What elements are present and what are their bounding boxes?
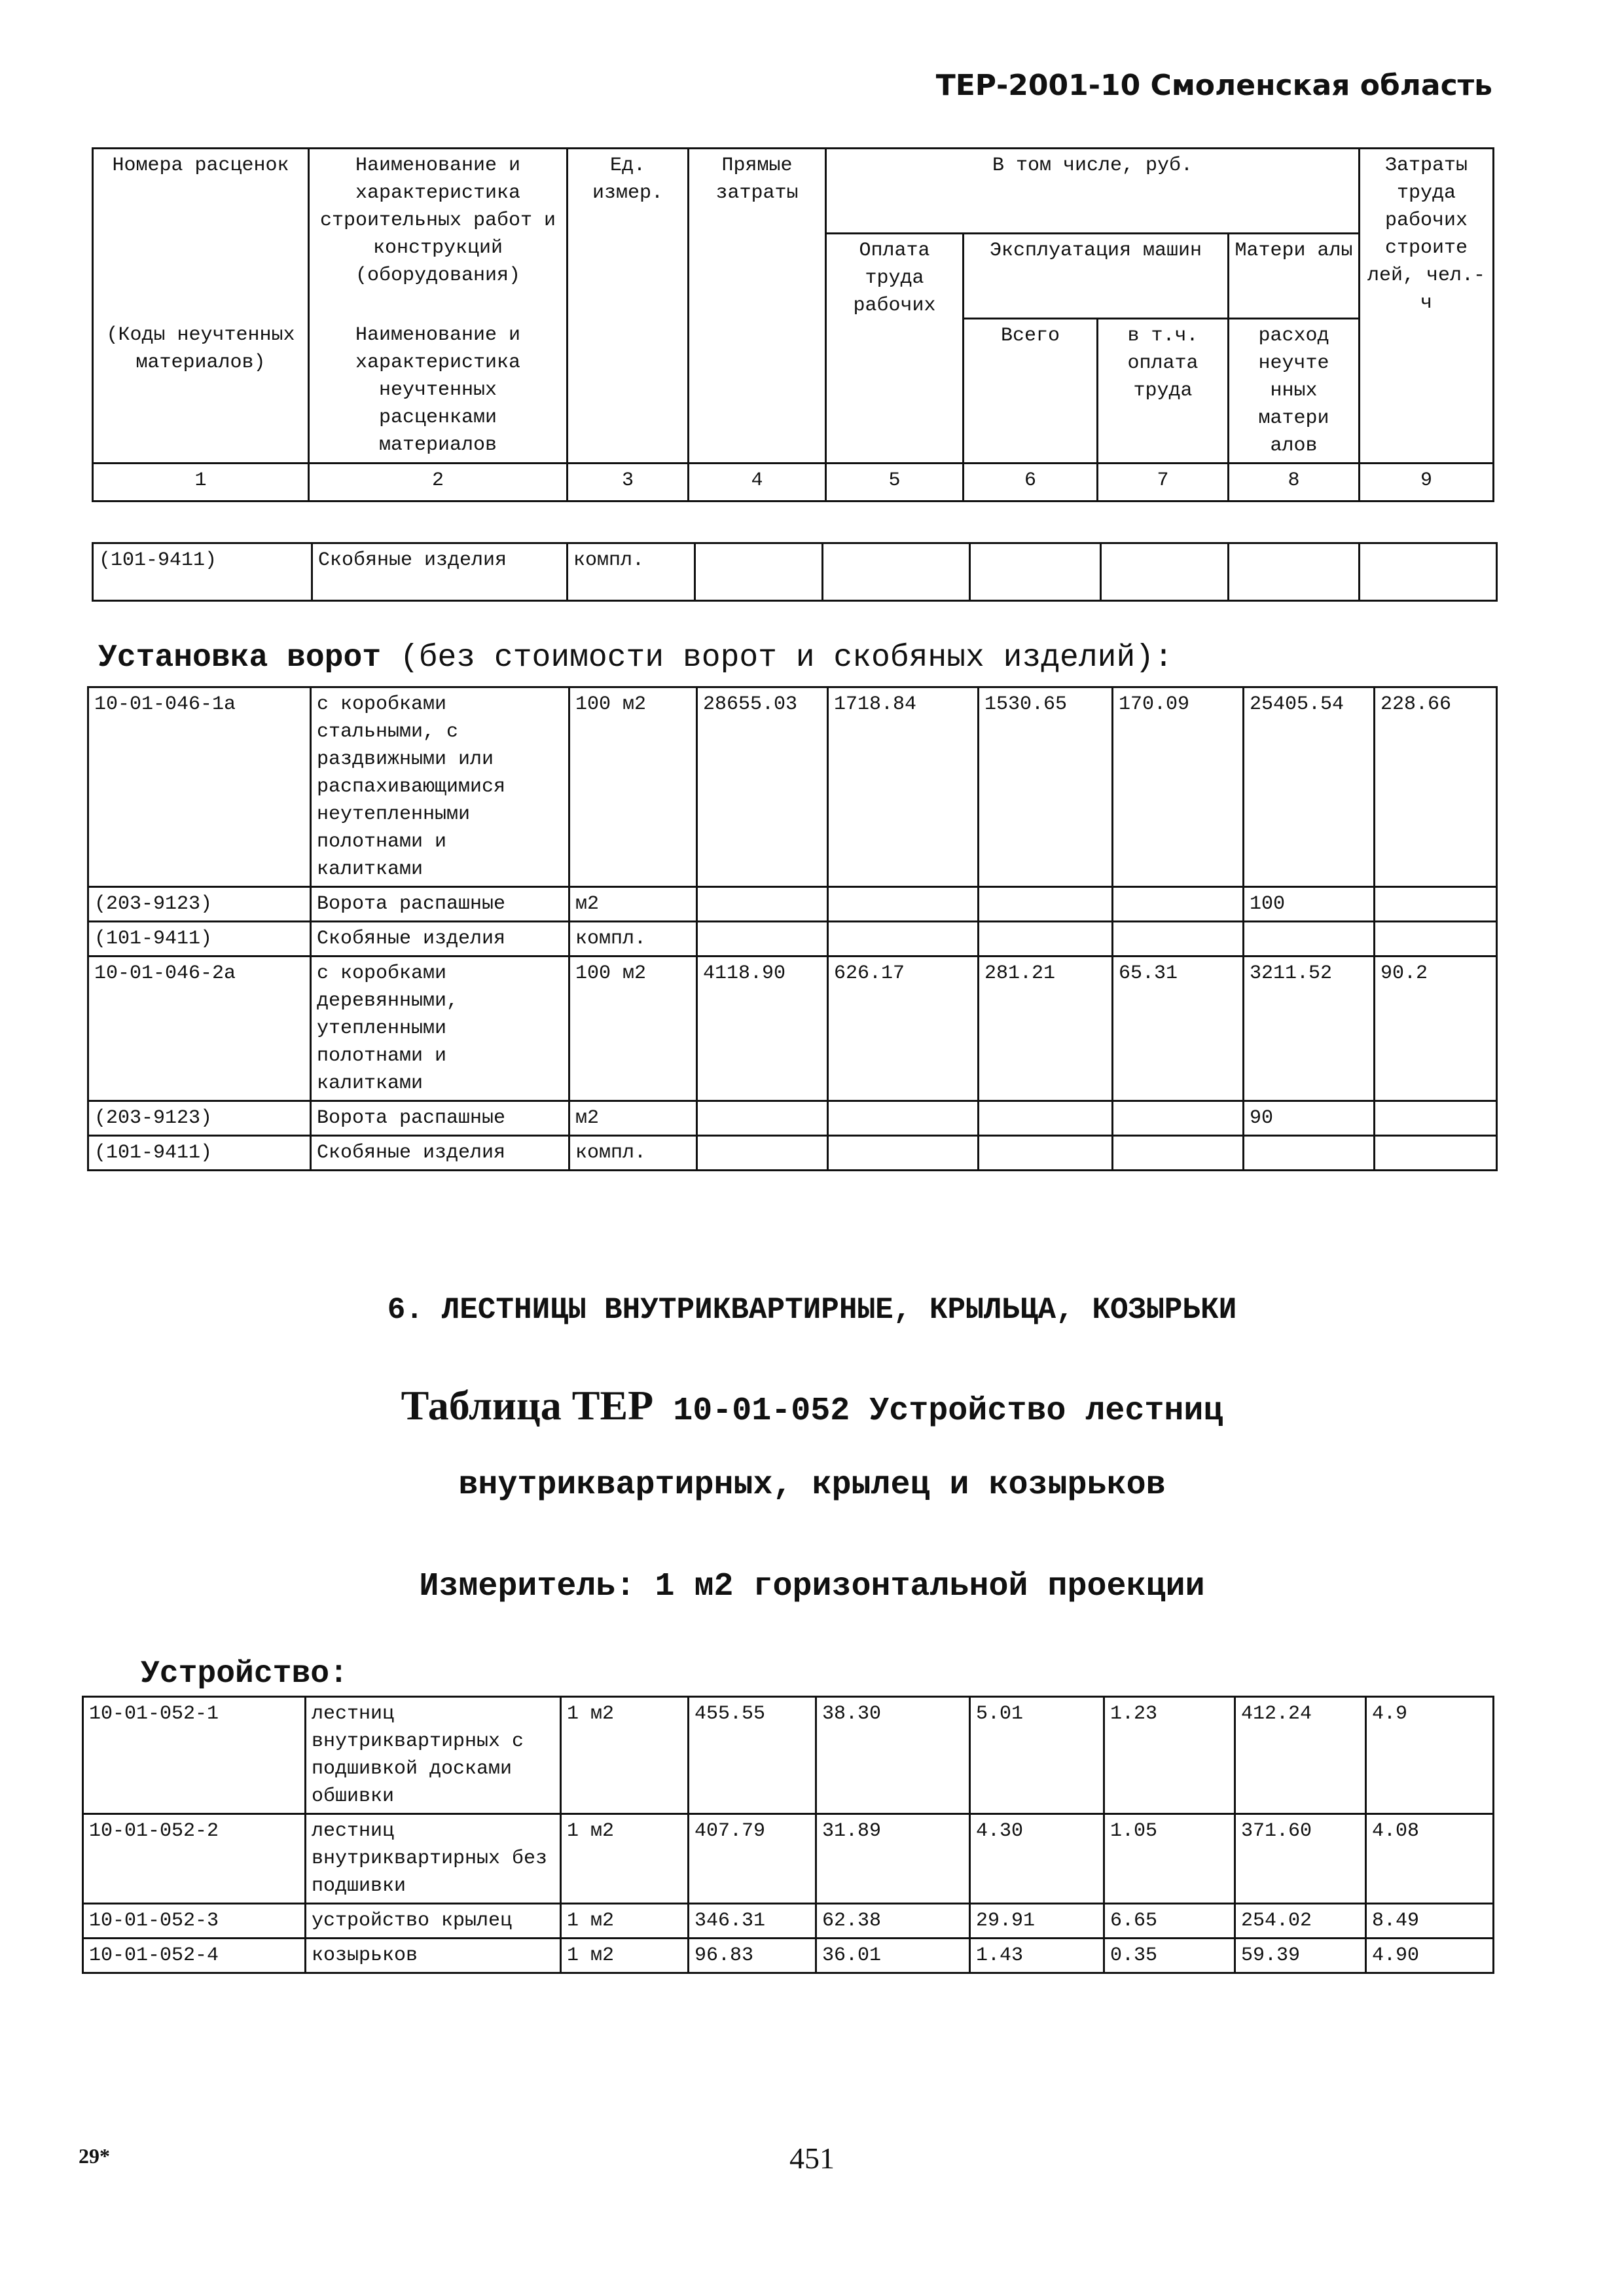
cell-mach: 281.21: [979, 957, 1113, 1101]
col-number: 5: [826, 464, 964, 501]
table-row: [83, 1697, 1494, 1814]
cell-direct: 407.79: [689, 1814, 816, 1904]
cell-code: (203-9123): [88, 1101, 311, 1136]
header-machines-total: Всего: [964, 319, 1098, 464]
cell-direct: 96.83: [689, 1939, 816, 1973]
table-row: [88, 1101, 1497, 1136]
cell-direct: 28655.03: [697, 687, 828, 887]
cell-name: лестниц внутриквартирных без подшивки: [306, 1814, 561, 1904]
cell-unit: 1 м2: [561, 1697, 689, 1814]
cell-code: (101-9411): [88, 922, 311, 957]
page-number: 451: [789, 2141, 835, 2175]
cell-mach-labor: 65.31: [1113, 957, 1244, 1101]
cell-mach-labor: 6.65: [1104, 1904, 1235, 1939]
col-number: 3: [568, 464, 689, 501]
cell-mach: 4.30: [970, 1814, 1104, 1904]
cell-name: с коробками деревянными, утепленными полотнами и калитками: [311, 957, 569, 1101]
cell-mach-labor: [1113, 887, 1244, 922]
sheet-mark: 29*: [79, 2144, 110, 2168]
cell-labor: [828, 922, 979, 957]
cell-code: 10-01-052-4: [83, 1939, 306, 1973]
table-title-line2: внутриквартирных, крылец и козырьков: [458, 1467, 1166, 1504]
cell-mat: 371.60: [1235, 1814, 1366, 1904]
cell-unit: 1 м2: [561, 1814, 689, 1904]
table-title-prefix: Таблица ТЕР: [401, 1382, 654, 1429]
col-number: 2: [309, 464, 568, 501]
cell-unit: 1 м2: [561, 1939, 689, 1973]
cell-labor: 1718.84: [828, 687, 979, 887]
cell-mat: 90: [1244, 1101, 1375, 1136]
table-title-line1: 10-01-052 Устройство лестниц: [653, 1393, 1223, 1430]
subheading: Устройство:: [141, 1656, 348, 1692]
table-title: [0, 1381, 1624, 1430]
row-name: Скобяные изделия: [312, 543, 568, 601]
cell-mach: 1.43: [970, 1939, 1104, 1973]
header-labor-pay: Оплата труда рабочих: [826, 234, 964, 464]
cell-hours: [1375, 1136, 1497, 1171]
cell-mach: [979, 1101, 1113, 1136]
section-title-rest: (без стоимости ворот и скобяных изделий):: [381, 640, 1173, 676]
table-row: [83, 1904, 1494, 1939]
cell-name: козырьков: [306, 1939, 561, 1973]
cell-labor: 62.38: [816, 1904, 970, 1939]
cell-mach: [979, 922, 1113, 957]
cell-code: 10-01-052-3: [83, 1904, 306, 1939]
cell-unit: м2: [569, 887, 697, 922]
cell-mach-labor: [1113, 922, 1244, 957]
col-number: 6: [964, 464, 1098, 501]
cell-name: устройство крылец: [306, 1904, 561, 1939]
cell-code: (101-9411): [88, 1136, 311, 1171]
cell-hours: 8.49: [1366, 1904, 1494, 1939]
cell-labor: [828, 887, 979, 922]
cell-mat: 59.39: [1235, 1939, 1366, 1973]
stairs-table: [82, 1696, 1494, 1974]
cell-direct: [697, 1101, 828, 1136]
chapter-heading: 6. ЛЕСТНИЦЫ ВНУТРИКВАРТИРНЫЕ, КРЫЛЬЦА, КОЗЫРЬКИ: [387, 1293, 1237, 1327]
header-including: В том числе, руб.: [826, 149, 1360, 234]
section-title-bold: Установка ворот: [98, 640, 382, 676]
table-row: [88, 887, 1497, 922]
cell-labor: 36.01: [816, 1939, 970, 1973]
measure-unit: Измеритель: 1 м2 горизонтальной проекции: [419, 1568, 1205, 1605]
cell-mach-labor: [1113, 1101, 1244, 1136]
cell-direct: 346.31: [689, 1904, 816, 1939]
cell-direct: 455.55: [689, 1697, 816, 1814]
section-title: [98, 640, 1173, 676]
cell-hours: 4.90: [1366, 1939, 1494, 1973]
col-number: 4: [689, 464, 826, 501]
cell-hours: [1375, 922, 1497, 957]
header-machines: Эксплуатация машин: [964, 234, 1229, 319]
header-codes: Номера расценок: [93, 149, 309, 319]
col-number: 9: [1360, 464, 1494, 501]
header-uncounted-codes: (Коды неучтенных материалов): [93, 319, 309, 464]
cell-labor: 626.17: [828, 957, 979, 1101]
cell-mat: 25405.54: [1244, 687, 1375, 887]
cell-hours: 4.08: [1366, 1814, 1494, 1904]
cell-unit: 1 м2: [561, 1904, 689, 1939]
cell-name: Скобяные изделия: [311, 1136, 569, 1171]
cell-mach: 5.01: [970, 1697, 1104, 1814]
cell-mach: [979, 887, 1113, 922]
cell-name: лестниц внутриквартирных с подшивкой досками обшивки: [306, 1697, 561, 1814]
cell-unit: компл.: [569, 1136, 697, 1171]
header-direct-costs: Прямые затраты: [689, 149, 826, 464]
carryover-table: [92, 542, 1498, 602]
cell-code: 10-01-052-2: [83, 1814, 306, 1904]
cell-direct: [697, 887, 828, 922]
cell-name: Скобяные изделия: [311, 922, 569, 957]
cell-mat: 100: [1244, 887, 1375, 922]
header-labor-hours: Затраты труда рабочих строите лей, чел.-ч: [1360, 149, 1494, 464]
cell-direct: [697, 922, 828, 957]
cell-code: 10-01-046-1а: [88, 687, 311, 887]
col-number: 7: [1098, 464, 1229, 501]
cell-mat: [1244, 1136, 1375, 1171]
header-materials: Матери алы: [1229, 234, 1360, 319]
header-machines-labor: в т.ч. оплата труда: [1098, 319, 1229, 464]
cell-mat: [1244, 922, 1375, 957]
cell-name: Ворота распашные: [311, 887, 569, 922]
header-table: [92, 147, 1494, 502]
header-name: Наименование и характеристика строительных работ и конструкций (оборудования): [309, 149, 568, 319]
cell-code: 10-01-052-1: [83, 1697, 306, 1814]
cell-unit: м2: [569, 1101, 697, 1136]
table-row: [88, 687, 1497, 887]
cell-direct: [697, 1136, 828, 1171]
cell-mat: 254.02: [1235, 1904, 1366, 1939]
table-row: [88, 957, 1497, 1101]
cell-code: 10-01-046-2а: [88, 957, 311, 1101]
cell-hours: 4.9: [1366, 1697, 1494, 1814]
cell-direct: 4118.90: [697, 957, 828, 1101]
cell-unit: 100 м2: [569, 687, 697, 887]
cell-mach-labor: 0.35: [1104, 1939, 1235, 1973]
gates-table: [87, 686, 1498, 1171]
document-title: ТЕР-2001-10 Смоленская область: [935, 69, 1492, 102]
cell-mach: 29.91: [970, 1904, 1104, 1939]
table-row: [83, 1939, 1494, 1973]
cell-labor: [828, 1101, 979, 1136]
cell-name: Ворота распашные: [311, 1101, 569, 1136]
header-uncounted-name: Наименование и характеристика неучтенных расценками материалов: [309, 319, 568, 464]
header-material-usage: расход неучте нных матери алов: [1229, 319, 1360, 464]
table-row: [88, 922, 1497, 957]
cell-name: с коробками стальными, с раздвижными или распахивающимися неутепленными полотнами и калитками: [311, 687, 569, 887]
cell-unit: компл.: [569, 922, 697, 957]
row-code: (101-9411): [93, 543, 312, 601]
col-number: 1: [93, 464, 309, 501]
table-row: [83, 1814, 1494, 1904]
cell-mach-labor: [1113, 1136, 1244, 1171]
cell-mach-labor: 1.23: [1104, 1697, 1235, 1814]
table-row: [88, 1136, 1497, 1171]
header-unit: Ед. измер.: [568, 149, 689, 464]
cell-hours: 90.2: [1375, 957, 1497, 1101]
col-number: 8: [1229, 464, 1360, 501]
cell-hours: 228.66: [1375, 687, 1497, 887]
cell-labor: [828, 1136, 979, 1171]
cell-unit: 100 м2: [569, 957, 697, 1101]
cell-labor: 31.89: [816, 1814, 970, 1904]
cell-mat: 412.24: [1235, 1697, 1366, 1814]
cell-mach: 1530.65: [979, 687, 1113, 887]
cell-hours: [1375, 887, 1497, 922]
cell-mach-labor: 170.09: [1113, 687, 1244, 887]
row-unit: компл.: [568, 543, 695, 601]
cell-mach-labor: 1.05: [1104, 1814, 1235, 1904]
cell-mat: 3211.52: [1244, 957, 1375, 1101]
cell-code: (203-9123): [88, 887, 311, 922]
cell-hours: [1375, 1101, 1497, 1136]
cell-labor: 38.30: [816, 1697, 970, 1814]
cell-mach: [979, 1136, 1113, 1171]
